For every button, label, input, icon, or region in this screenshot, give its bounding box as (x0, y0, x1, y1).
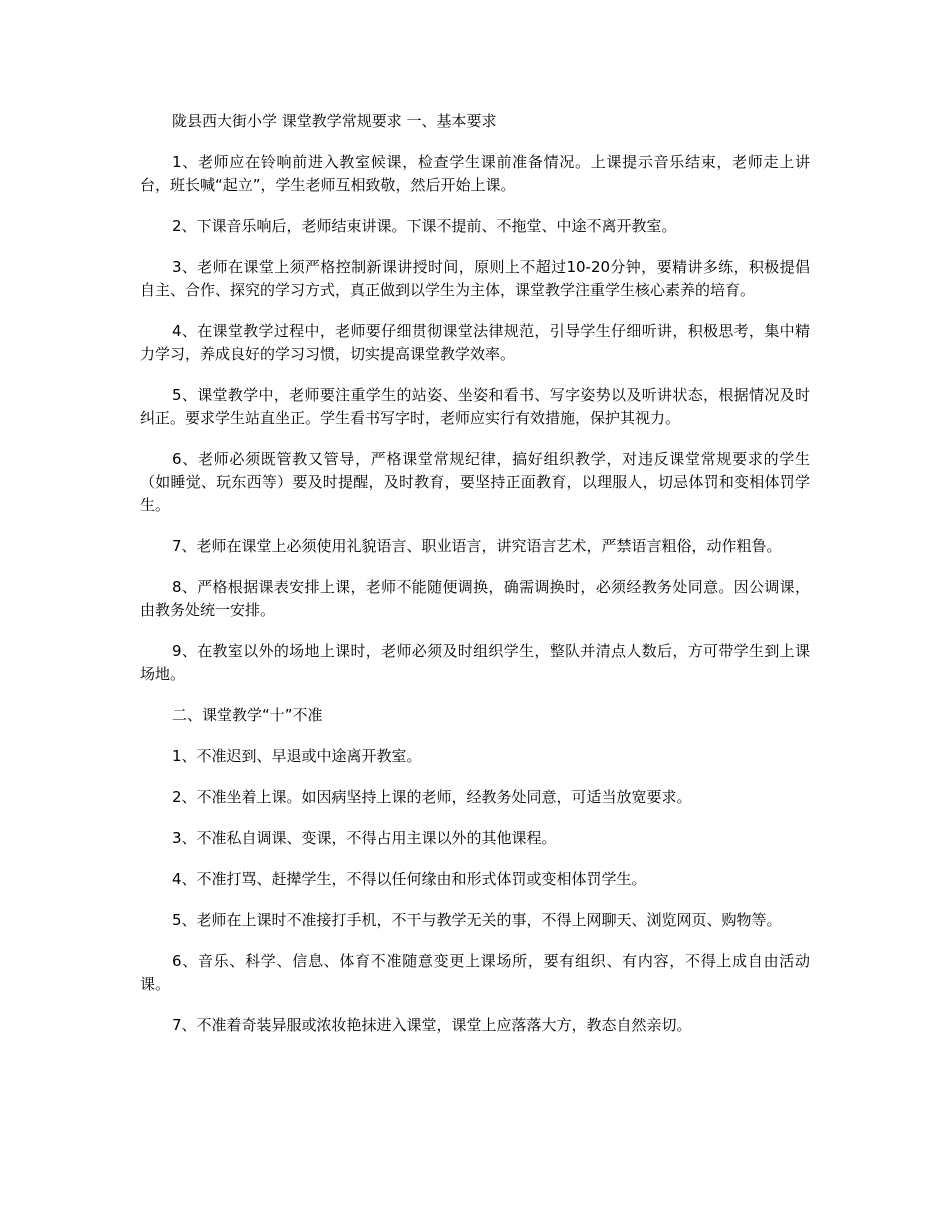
section1-item-3: 3、老师在课堂上须严格控制新课讲授时间，原则上不超过10-20分钟，要精讲多练，积极提倡自主、合作、探究的学习方式，真正做到以学生为主体，课堂教学注重学生核心素养的培育。 (140, 258, 810, 299)
section2-item-2: 2、不准坐着上课。如因病坚持上课的老师，经教务处同意，可适当放宽要求。 (172, 788, 692, 806)
section2-item-4: 4、不准打骂、赶撵学生，不得以任何缘由和形式体罚或变相体罚学生。 (172, 870, 647, 888)
section1-item-4: 4、在课堂教学过程中，老师要仔细贯彻课堂法律规范，引导学生仔细听讲，积极思考，集中精力学习，养成良好的学习习惯，切实提高课堂教学效率。 (140, 322, 810, 363)
section1-item-9: 9、在教室以外的场地上课时，老师必须及时组织学生，整队并清点人数后，方可带学生到上课场地。 (140, 642, 810, 683)
section2-item-7: 7、不准着奇装异服或浓妆艳抹进入课堂，课堂上应落落大方，教态自然亲切。 (172, 1016, 692, 1034)
section1-item-1: 1、老师应在铃响前进入教室候课，检查学生课前准备情况。上课提示音乐结束，老师走上讲台，班长喊“起立”，学生老师互相致敬，然后开始上课。 (140, 153, 810, 194)
document-page (140, 110, 810, 1055)
section2-item-5: 5、老师在上课时不准接打手机，不干与教学无关的事，不得上网聊天、浏览网页、购物等。 (172, 911, 782, 929)
section1-item-2: 2、下课音乐响后，老师结束讲课。下课不提前、不拖堂、中途不离开教室。 (172, 217, 677, 235)
section2-item-1: 1、不准迟到、早退或中途离开教室。 (172, 747, 422, 765)
section1-item-7: 7、老师在课堂上必须使用礼貌语言、职业语言，讲究语言艺术，严禁语言粗俗，动作粗鲁。 (172, 537, 782, 555)
section2-item-6: 6、音乐、科学、信息、体育不准随意变更上课场所，要有组织、有内容，不得上成自由活动课。 (140, 952, 810, 993)
section2-heading: 二、课堂教学“十”不准 (172, 706, 323, 724)
document-title: 陇县西大街小学 课堂教学常规要求 一、基本要求 (172, 112, 497, 130)
section1-item-5: 5、课堂教学中，老师要注重学生的站姿、坐姿和看书、写字姿势以及听讲状态，根据情况及时纠正。要求学生站直坐正。学生看书写字时，老师应实行有效措施，保护其视力。 (140, 386, 810, 427)
section2-item-3: 3、不准私自调课、变课，不得占用主课以外的其他课程。 (172, 829, 557, 847)
section1-item-8: 8、严格根据课表安排上课，老师不能随便调换，确需调换时，必须经教务处同意。因公调课，由教务处统一安排。 (140, 578, 810, 619)
section1-item-6: 6、老师必须既管教又管导，严格课堂常规纪律，搞好组织教学，对违反课堂常规要求的学生（如睡觉、玩东西等）要及时提醒，及时教育，要坚持正面教育，以理服人，切忌体罚和变相体罚学生。 (140, 450, 810, 514)
